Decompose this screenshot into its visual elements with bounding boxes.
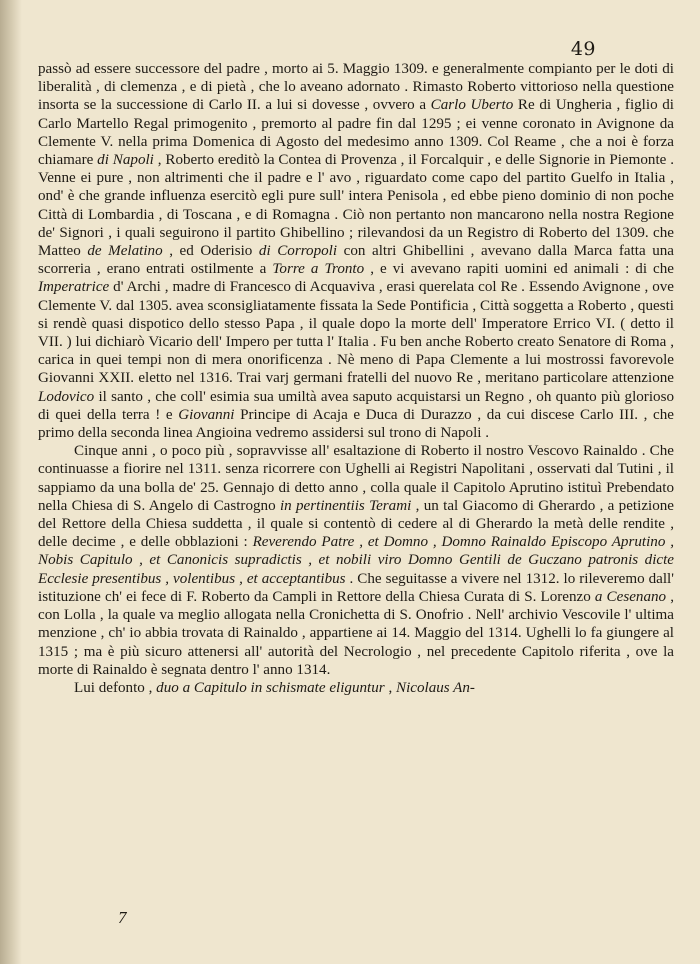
book-page xyxy=(38,30,674,955)
italic-text-segment: duo a Capitulo in schismate eliguntur xyxy=(156,679,385,696)
text-segment: d' Archi , madre di Francesco di Acquaviva , erasi querelata col Re . Essendo Avignone , ove Clemente V. dal 1305. avea sconsigliatamente fissata la Sede Pontificia , Città soggetta a Roberto , questi si rendè quasi dispotico dello stesso Papa , il quale dopo la morte dell' Imperatore Errico VI. ( detto il VII. ) lui dichiarò Vicario dell' Impero per tutta l' Italia . Fu ben anche Roberto creato Senatore di Roma , carica in quei tempi non di mera onorificenza . Nè meno di Papa Clemente a lui mostrossi favorevole Giovanni XXII. eletto nel 1316. Trai varj germani fratelli del nuovo Re , meritano particolare attenzione xyxy=(38,279,674,387)
italic-text-segment: Nicolaus An- xyxy=(396,679,475,696)
text-segment: Re di Ungheria , figlio di Carlo Martello Regal primogenito , premorto al padre fin dal 1295 ; ei venne coronato in Avignone da Clemente V. nella prima Domenica di Agosto del medesimo anno 1309. Col Reame , che a noi è forza chiamare xyxy=(38,97,674,169)
italic-text-segment: di Corropoli xyxy=(258,243,338,260)
italic-text-segment: de Melatino xyxy=(87,243,163,260)
page-number: 49 xyxy=(570,38,596,60)
text-segment: , e vi avevano rapiti uomini ed animali : di che xyxy=(364,261,675,278)
body-text xyxy=(38,60,674,697)
italic-text-segment: Reverendo Patre , et Domno , Domno Rainaldo Episcopo Aprutino , Nobis Capitulo , et Canonicis supradictis , et nobili viro Domno Gentili de Guczano patronis dicte Ecclesie presentibus , volentibus , et acceptantibus xyxy=(38,534,674,587)
italic-text-segment: Imperatrice xyxy=(38,279,110,296)
signature-mark: 7 xyxy=(118,908,127,927)
text-segment: Cinque anni , o poco più , sopravvisse all' esaltazione di Roberto il nostro Vescovo Rainaldo . Che continuasse a fiorire nel 1311. senza ricorrere con Ughelli ai Registri Napolitani , osservati dal Tutini , il sappiamo da una bolla de' 25. Gennajo di detto anno , colla quale il Capitolo Aprutino istituì Prebendato nella Chiesa di S. Angelo di Castrogno xyxy=(38,443,674,514)
text-segment: , con Lolla , la quale va meglio allogata nella Cronichetta di S. Onofrio . Nell' archivio Vescovile l' ultima menzione , ch' io abbia trovata di Rainaldo , appartiene ai 14. Maggio del 1314. Ughelli lo fa giungere al 1315 ; ma è più sicuro attenersi all' autorità del Necrologio , nel precedente Capitolo riferita , ove la morte di Rainaldo è segnata dentro l' anno 1314. xyxy=(38,588,674,678)
italic-text-segment: Carlo Uberto xyxy=(430,97,514,114)
paragraph-roberto xyxy=(38,60,674,442)
italic-text-segment: in pertinentiis Terami xyxy=(279,497,412,514)
italic-text-segment: Torre a Tronto xyxy=(272,261,365,278)
italic-text-segment: di Napoli xyxy=(97,152,154,169)
italic-text-segment: Giovanni xyxy=(178,406,235,423)
italic-text-segment: a Cesenano xyxy=(594,588,667,605)
text-segment: Principe di Acaja e Duca di Durazzo , da cui discese Carlo III. , che primo della seconda linea Angioina vedremo assidersi sul trono di Napoli . xyxy=(38,406,674,442)
text-segment: il santo , che coll' esimia sua umiltà avea saputo acquistarsi un Regno , oh quanto più glorioso di quei della terra ! e xyxy=(38,388,674,423)
italic-text-segment: Lodovico xyxy=(38,388,95,405)
paragraph-defonto xyxy=(38,679,674,697)
text-segment: Lui defonto , xyxy=(74,679,157,696)
text-segment: con altri Ghibellini , avevano dalla Marca fatta una scorreria , erano entrati ostilmente a xyxy=(38,243,675,278)
page-gutter-shadow xyxy=(0,0,22,964)
text-segment: . Che seguitasse a vivere nel 1312. lo rileveremo dall' istituzione ch' ei fece di F. Roberto da Campli in Rettore della Chiesa Curata di S. Lorenzo xyxy=(38,570,674,605)
text-segment: passò ad essere successore del padre , morto ai 5. Maggio 1309. e generalmente compianto per le doti di liberalità , di clemenza , e di pietà , che lo aveano adornato . Rimasto Roberto vittorioso nella questione insorta se la successione di Carlo II. a lui si dovesse , ovvero a xyxy=(38,61,674,114)
text-segment: , un tal Giacomo di Gherardo , a petizione del Rettore della Chiesa suddetta , il quale si contentò di cedere al di Gherardo la metà delle rendite , delle decime , e delle obblazioni : xyxy=(38,497,674,551)
text-segment: , Roberto ereditò la Contea di Provenza , il Forcalquir , e delle Signorie in Piemonte . Venne ei pure , non altrimenti che il padre e l' avo , riguardato come capo del partito Guelfo in Italia , ond' è che grande influenza esercitò egli pure sull' intera Penisola , ed ebbe pieno dominio di non poche Città di Lombardia , di Toscana , e di Romagna . Ciò non pertanto non mancarono nella nostra Regione de' Signori , i quali seguirono il partito Ghibellino ; rilevandosi da un Registro di Roberto del 1309. che Matteo xyxy=(38,152,674,260)
paragraph-rainaldo xyxy=(38,442,674,679)
text-segment: , ed Oderisio xyxy=(162,243,259,260)
text-segment: , xyxy=(384,679,396,696)
